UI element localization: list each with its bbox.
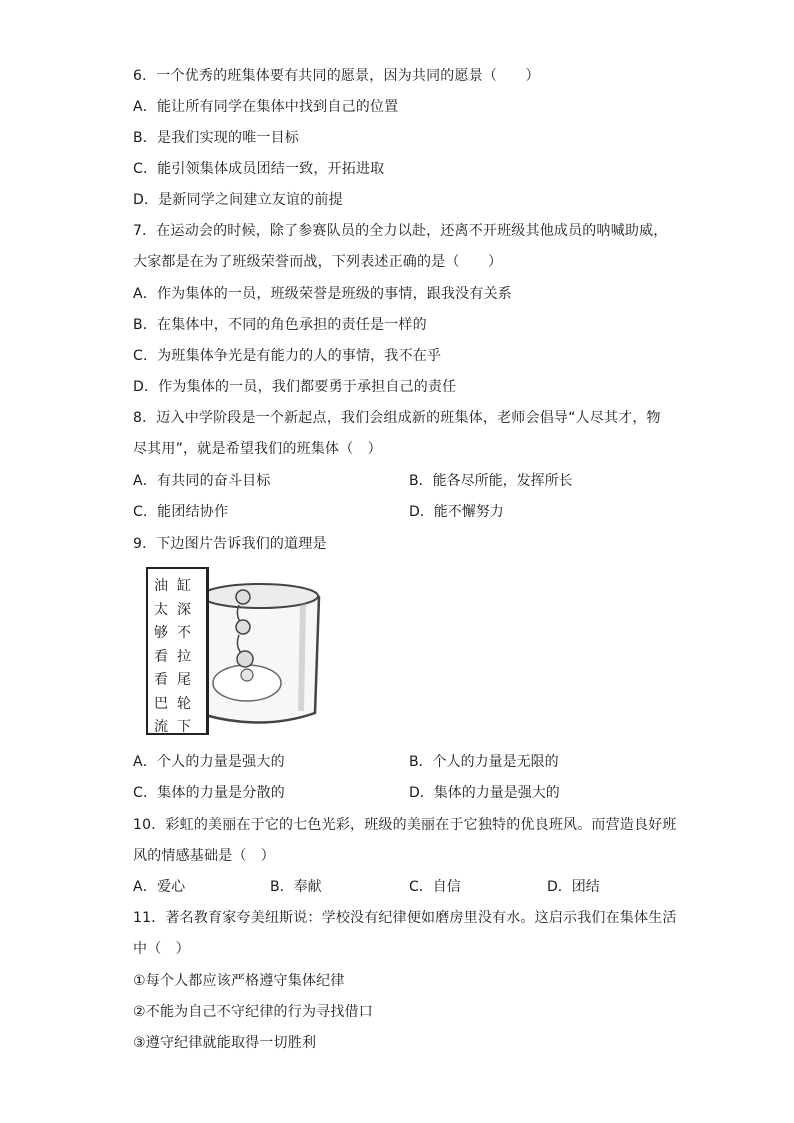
q6-stem: 6．一个优秀的班集体要有共同的愿景，因为共同的愿景（ ） xyxy=(133,68,540,84)
q6-option-a: A．能让所有同学在集体中找到自己的位置 xyxy=(133,99,399,115)
q6-option-d: D．是新同学之间建立友谊的前提 xyxy=(133,192,343,208)
q7-option-b: B．在集体中，不同的角色承担的责任是一样的 xyxy=(133,317,427,333)
poem-char: 拉 xyxy=(177,648,191,665)
q10-stem-line2: 风的情感基础是（ ） xyxy=(133,848,275,864)
q7-stem-line1: 7．在运动会的时候，除了参赛队员的全力以赴，还离不开班级其他成员的呐喊助威， xyxy=(133,223,668,239)
q10-stem-line1: 10．彩虹的美丽在于它的七色光彩，班级的美丽在于它独特的优良班风。而营造良好班 xyxy=(133,817,677,833)
q9-cartoon-figure xyxy=(143,563,323,739)
q7-option-d: D．作为集体的一员，我们都要勇于承担自己的责任 xyxy=(133,379,457,395)
q7-option-c: C．为班集体争光是有能力的人的事情，我不在乎 xyxy=(133,348,442,364)
poem-char: 流 xyxy=(154,719,168,735)
q8-option-b: B．能各尽所能，发挥所长 xyxy=(409,473,573,489)
q7-stem-line2: 大家都是在为了班级荣誉而战，下列表述正确的是（ ） xyxy=(133,254,503,270)
poem-char: 下 xyxy=(177,719,191,735)
q10-option-b: B．奉献 xyxy=(270,879,322,895)
poem-char: 够 xyxy=(154,625,168,641)
q9-option-a: A．个人的力量是强大的 xyxy=(133,754,285,770)
poem-column-left xyxy=(154,575,168,740)
q11-stem-line1: 11．著名教育家夸美纽斯说：学校没有纪律便如磨房里没有水。这启示我们在集体生活 xyxy=(133,910,677,926)
q10-option-c: C．自信 xyxy=(409,879,461,895)
poem-char: 深 xyxy=(177,601,191,618)
q11-stem-line2: 中（ ） xyxy=(133,941,190,957)
q9-stem: 9．下边图片告诉我们的道理是 xyxy=(133,536,327,552)
q8-option-c: C．能团结协作 xyxy=(133,504,229,520)
poem-char: 看 xyxy=(154,648,168,665)
q11-statement-2: ②不能为自己不守纪律的行为寻找借口 xyxy=(133,1004,373,1020)
q6-option-c: C．能引领集体成员团结一致，开拓进取 xyxy=(133,161,385,177)
poem-char: 缸 xyxy=(177,578,191,594)
q8-stem-line1: 8．迈入中学阶段是一个新起点，我们会组成新的班集体，老师会倡导“人尽其才，物 xyxy=(133,410,661,426)
poem-char: 看 xyxy=(154,672,168,688)
poem-char: 不 xyxy=(177,625,191,641)
poem-char: 巴 xyxy=(154,695,168,712)
poem-char: 尾 xyxy=(177,672,191,688)
q10-option-a: A．爱心 xyxy=(133,879,186,895)
poem-char: 油 xyxy=(154,578,168,594)
poem-char: 太 xyxy=(154,601,168,618)
q8-option-d: D．能不懈努力 xyxy=(409,504,504,520)
q7-option-a: A．作为集体的一员，班级荣誉是班级的事情，跟我没有关系 xyxy=(133,286,512,302)
q8-stem-line2: 尽其用”，就是希望我们的班集体（ ） xyxy=(133,441,382,457)
q9-option-d: D．集体的力量是强大的 xyxy=(409,785,560,801)
q8-option-a: A．有共同的奋斗目标 xyxy=(133,473,271,489)
poem-char: 轮 xyxy=(177,695,191,712)
q9-option-b: B．个人的力量是无限的 xyxy=(409,754,559,770)
q10-option-d: D．团结 xyxy=(547,879,600,895)
q6-option-b: B．是我们实现的唯一目标 xyxy=(133,130,300,146)
q11-statement-1: ①每个人都应该严格遵守集体纪律 xyxy=(133,973,345,989)
q11-statement-3: ③遵守纪律就能取得一切胜利 xyxy=(133,1035,317,1051)
poem-scroll xyxy=(146,567,209,735)
q9-option-c: C．集体的力量是分散的 xyxy=(133,785,285,801)
poem-column-right xyxy=(177,575,191,740)
